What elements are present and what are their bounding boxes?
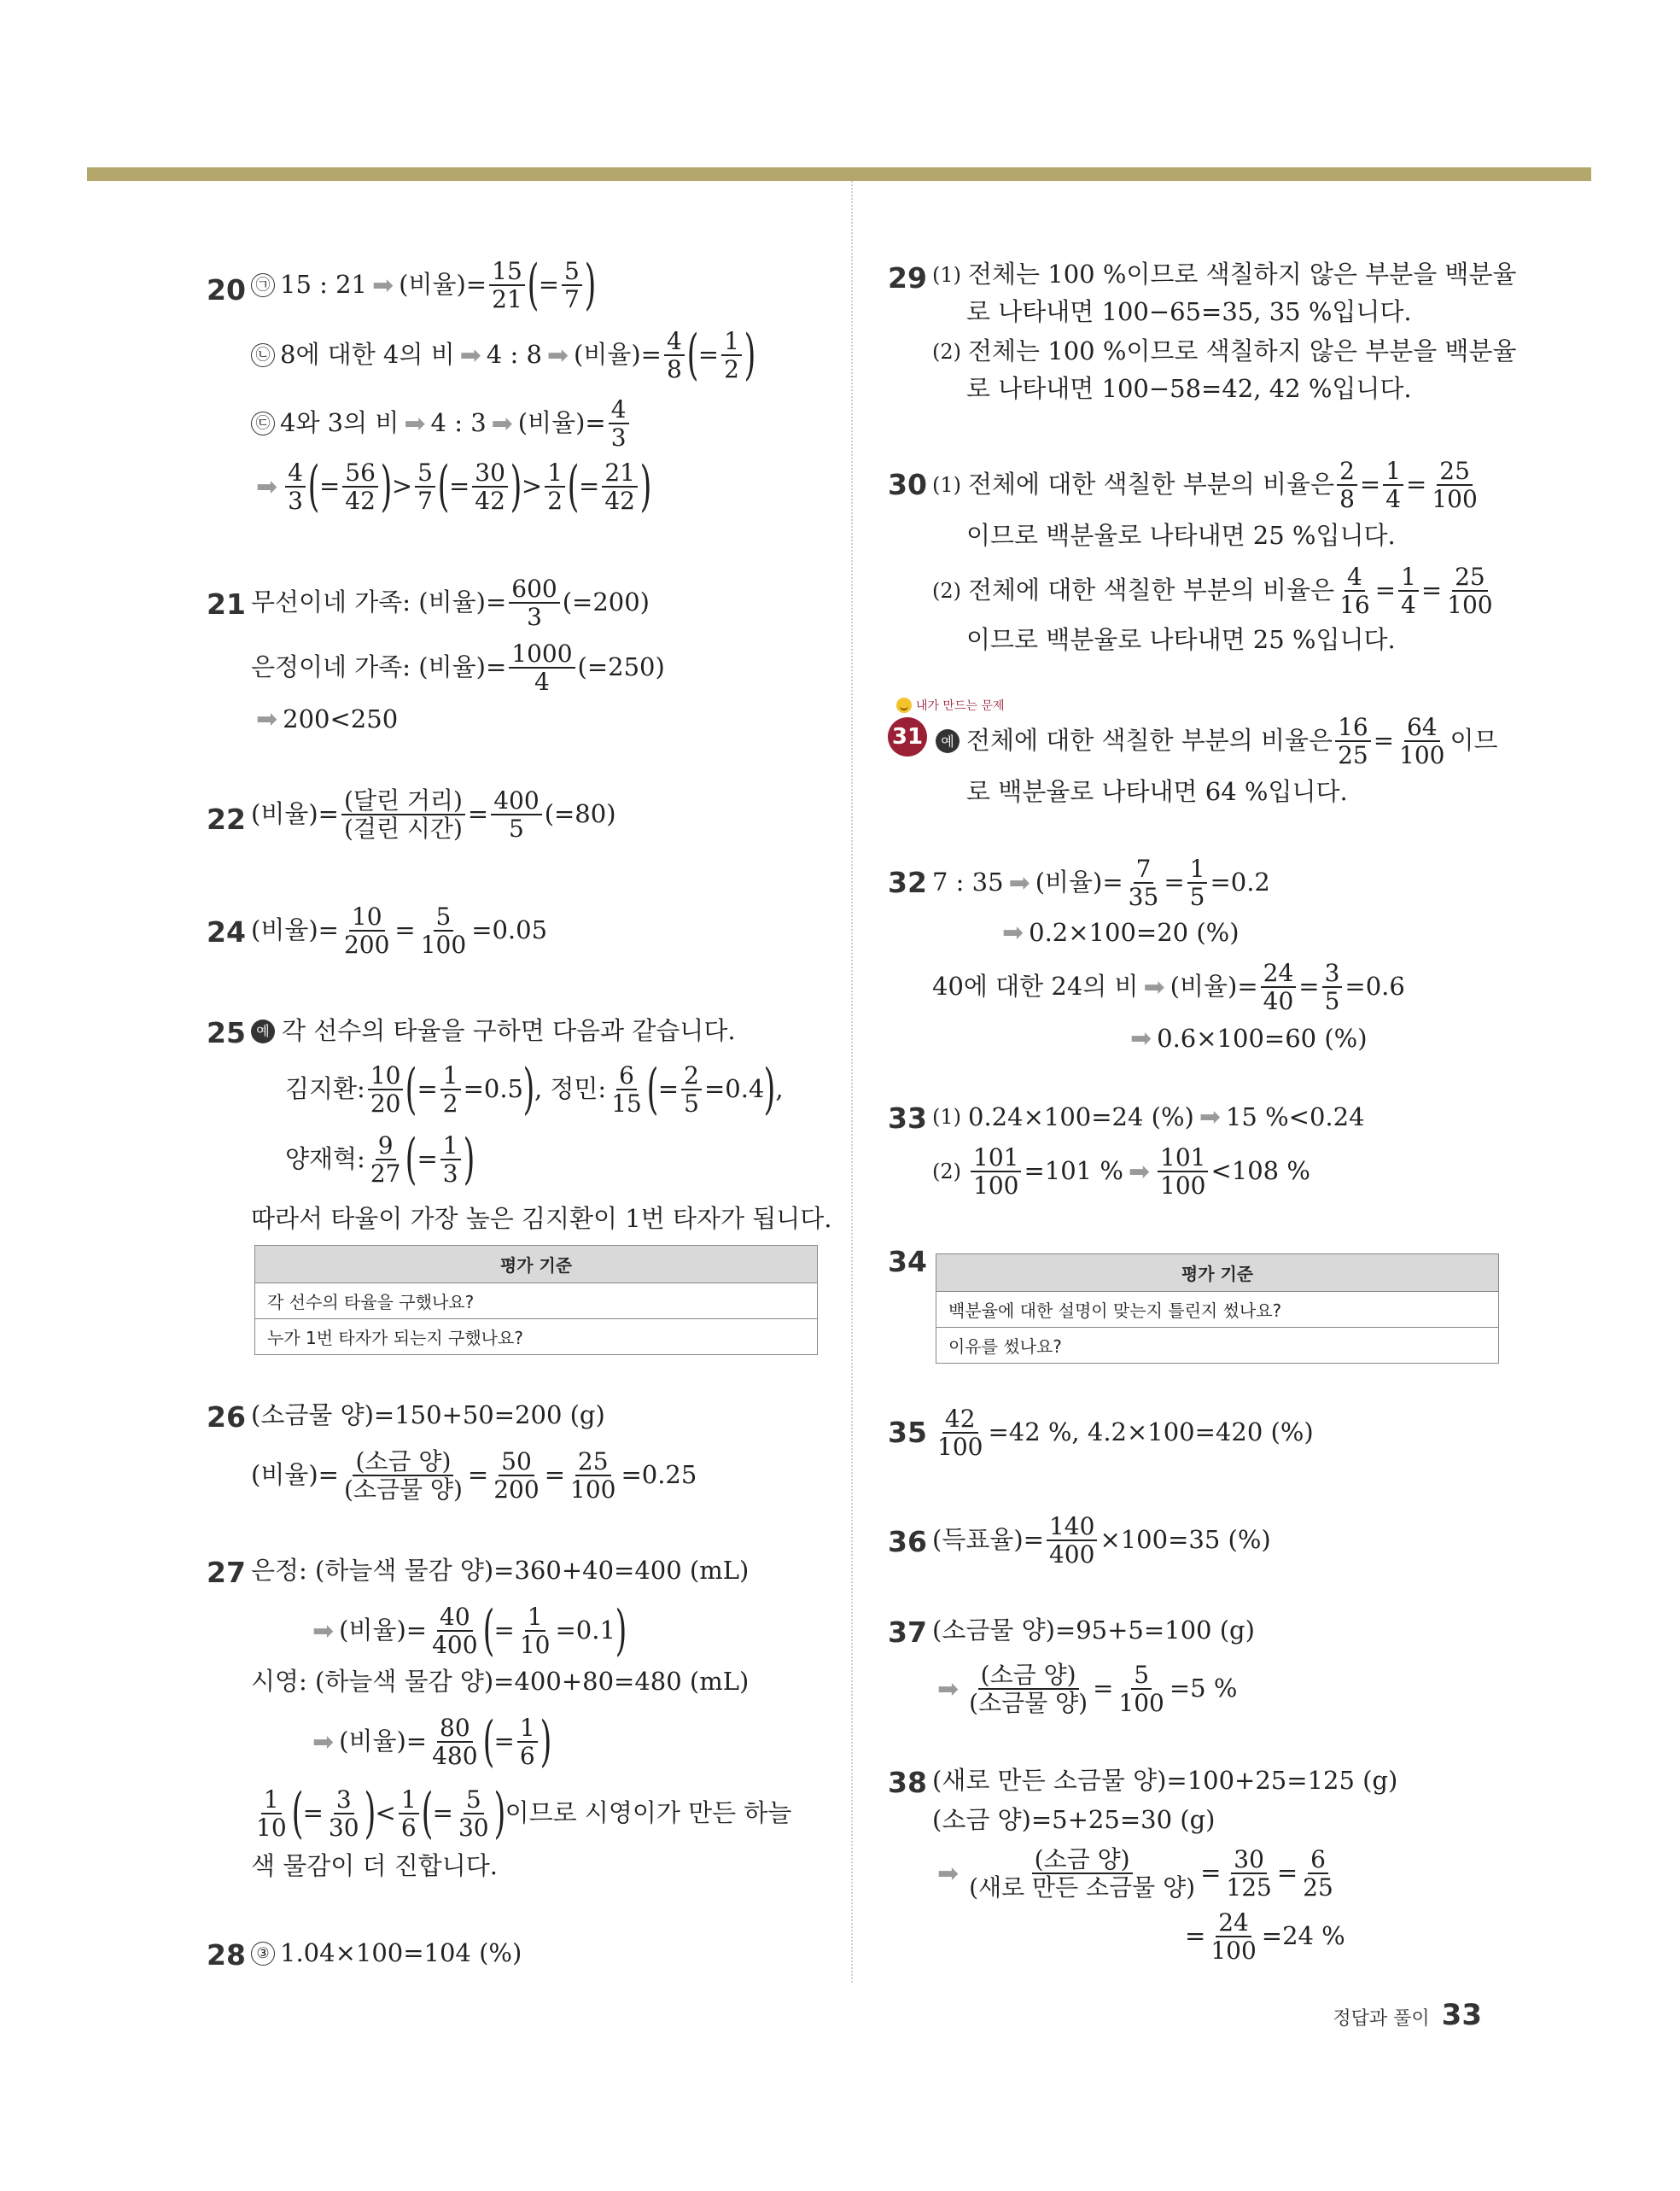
q30-line4: 이므로 백분율로 나타내면 25 %입니다. <box>966 625 1396 654</box>
fraction: $\frac{5}{7}$ <box>562 258 582 313</box>
q27-line1: 은정: (하늘색 물감 양)=360+40=400 (mL) <box>251 1556 750 1585</box>
fraction: $\frac{15}{21}$ <box>489 258 525 313</box>
q20-line1: ㉠ 15 : 21 ➡ (비율)= $\frac{15}{21}$ ( = $\frac{5}{7}$ ) <box>251 258 596 313</box>
page-footer <box>1333 1998 1482 2032</box>
q32-line2: ➡ 0.2×100=20 (%) <box>1002 917 1240 948</box>
q38-line2: (소금 양)=5+25=30 (g) <box>932 1805 1216 1834</box>
problem-number: 24 <box>207 915 246 949</box>
circled-letter: ㉢ <box>251 412 275 435</box>
q21-line3: ➡ 200<250 <box>256 704 399 734</box>
problem-number: 20 <box>207 273 246 307</box>
problem-number: 27 <box>207 1556 246 1589</box>
q31-line1: 예 전체에 대한 색칠한 부분의 비율은 $\frac{16}{25}$ = $\frac{64}{100}$ 이므 <box>936 714 1498 769</box>
q27-line3: 시영: (하늘색 물감 양)=400+80=480 (mL) <box>251 1667 750 1696</box>
q25-line1: 예 각 선수의 타율을 구하면 다음과 같습니다. <box>251 1018 736 1045</box>
arrow-icon: ➡ <box>256 471 278 502</box>
q29-line2: 로 나타내면 100−65=35, 35 %입니다. <box>966 297 1412 326</box>
arrow-icon: ➡ <box>312 1727 335 1757</box>
arrow-icon: ➡ <box>1130 1024 1152 1054</box>
arrow-icon: ➡ <box>937 1674 960 1704</box>
q32-line3: 40에 대한 24의 비 ➡ (비율)= $\frac{24}{40}$ = $\frac{3}{5}$ =0.6 <box>932 959 1405 1016</box>
arrow-icon: ➡ <box>1128 1156 1151 1187</box>
arrow-icon: ➡ <box>1002 918 1024 948</box>
arrow-icon: ➡ <box>404 408 426 439</box>
example-mark: 예 <box>936 729 960 753</box>
q27-line6: 색 물감이 더 진합니다. <box>251 1851 498 1880</box>
problem-number: 37 <box>888 1615 927 1649</box>
q30-line3: (2) 전체에 대한 색칠한 부분의 비율은 $\frac{4}{16}$ = $\frac{1}{4}$ = $\frac{25}{100}$ <box>932 563 1493 620</box>
criteria-row: 각 선수의 타율을 구했나요? <box>255 1283 818 1319</box>
q31-line2: 로 백분율로 나타내면 64 %입니다. <box>966 777 1348 806</box>
circled-letter: ㉠ <box>251 273 275 297</box>
q25-line3: 양재혁: $\frac{9}{27}$ ( = $\frac{1}{3}$ ) <box>285 1127 475 1191</box>
q26-line2: (비율)= $\frac{\text{(소금 양)}}{\text{(소금물 양)}}$ = $\frac{50}{200}$ = $\frac{25}{100}$ =0.25 <box>251 1447 697 1504</box>
q36-line1: (득표율)= $\frac{140}{400}$ ×100=35 (%) <box>932 1512 1271 1569</box>
q38-line1: (새로 만든 소금물 양)=100+25=125 (g) <box>932 1766 1398 1795</box>
fraction: $\frac{1}{2}$ <box>721 328 742 383</box>
problem-number: 28 <box>207 1938 246 1972</box>
top-accent-bar <box>87 167 1591 181</box>
criteria-row: 백분율에 대한 설명이 맞는지 틀린지 썼나요? <box>936 1292 1499 1328</box>
example-mark: 예 <box>251 1020 275 1043</box>
problem-number: 22 <box>207 803 246 836</box>
circled-letter: ㉡ <box>251 343 275 367</box>
fraction: $\frac{4}{8}$ <box>664 328 685 383</box>
paren: ( <box>527 253 540 317</box>
arrow-icon: ➡ <box>1143 972 1165 1002</box>
arrow-icon: ➡ <box>312 1615 335 1646</box>
q32-line4: ➡ 0.6×100=60 (%) <box>1130 1023 1368 1054</box>
q27-line4: ➡ (비율)= $\frac{80}{480}$ ( = $\frac{1}{6}$ ) <box>312 1709 552 1773</box>
q21-line1: 무선이네 가족: (비율)= $\frac{600}{3}$ (=200) <box>251 575 650 632</box>
arrow-icon: ➡ <box>937 1858 960 1889</box>
problem-number: 36 <box>888 1525 927 1558</box>
criteria-header: 평가 기준 <box>936 1254 1499 1292</box>
q20-line2: ㉡ 8에 대한 4의 비 ➡ 4 : 8 ➡ (비율)= $\frac{4}{8}$ ( = $\frac{1}{2}$ ) <box>251 328 755 383</box>
criteria-header: 평가 기준 <box>255 1246 818 1283</box>
problem-number: 35 <box>888 1416 927 1449</box>
problem-number: 26 <box>207 1400 246 1434</box>
problem-number: 33 <box>888 1101 927 1135</box>
q38-line4: = $\frac{24}{100}$ =24 % <box>1185 1908 1345 1966</box>
q32-line1: 7 : 35 ➡ (비율)= $\frac{7}{35}$ = $\frac{1}{5}$ =0.2 <box>932 855 1270 912</box>
q28-line1: ③ 1.04×100=104 (%) <box>251 1940 522 1967</box>
arrow-icon: ➡ <box>256 704 278 734</box>
q33-line2: (2) $\frac{101}{100}$ =101 % ➡ $\frac{101}{100}$ <108 % <box>932 1143 1310 1201</box>
q21-line2: 은정이네 가족: (비율)= $\frac{1000}{4}$ (=250) <box>251 640 665 697</box>
criteria-row: 이유를 썼나요? <box>936 1328 1499 1364</box>
criteria-table <box>936 1253 1499 1364</box>
q38-line3: ➡ $\frac{\text{(소금 양)}}{\text{(새로 만든 소금물 양)}}$ = $\frac{30}{125}$ = $\frac{6}{25}$ <box>937 1845 1333 1902</box>
arrow-icon: ➡ <box>491 408 513 439</box>
ratio-label: (비율)= <box>399 270 487 300</box>
q27-line5: $\frac{1}{10}$ ( = $\frac{3}{30}$ ) < $\frac{1}{6}$ ( = $\frac{5}{30}$ ) 이므로 시영이가 만든 하늘 <box>256 1781 792 1845</box>
q29-line4: 로 나타내면 100−58=42, 42 %입니다. <box>966 374 1412 403</box>
problem-number: 34 <box>888 1245 927 1278</box>
q22-line1: (비율)= $\frac{\text{(달린 거리)}}{\text{(걸린 시간)}}$ = $\frac{400}{5}$ (=80) <box>251 786 616 844</box>
arrow-icon: ➡ <box>1008 868 1030 898</box>
problem-number: 32 <box>888 866 927 899</box>
q29-line1: (1) 전체는 100 %이므로 색칠하지 않은 부분을 백분율 <box>932 260 1517 289</box>
problem-number: 29 <box>888 261 927 295</box>
q37-line2: ➡ $\frac{\text{(소금 양)}}{\text{(소금물 양)}}$ = $\frac{5}{100}$ =5 % <box>937 1661 1238 1718</box>
q25-line4: 따라서 타율이 가장 높은 김지환이 1번 타자가 됩니다. <box>251 1204 832 1233</box>
criteria-row: 누가 1번 타자가 되는지 구했나요? <box>255 1319 818 1355</box>
q37-line1: (소금물 양)=95+5=100 (g) <box>932 1615 1255 1645</box>
ratio-text: 15 : 21 <box>280 270 368 300</box>
fraction: $\frac{4}{3}$ <box>609 396 629 452</box>
paren: ) <box>584 253 597 317</box>
smile-icon <box>896 698 912 713</box>
arrow-icon: ➡ <box>459 340 481 371</box>
criteria-table <box>254 1245 818 1355</box>
choice-mark: ③ <box>251 1942 275 1966</box>
q30-line1: (1) 전체에 대한 색칠한 부분의 비율은 $\frac{2}{8}$ = $\frac{1}{4}$ = $\frac{25}{100}$ <box>932 457 1478 514</box>
q26-line1: (소금물 양)=150+50=200 (g) <box>251 1400 605 1429</box>
q35-line1: $\frac{42}{100}$ =42 %, 4.2×100=420 (%) <box>937 1405 1314 1462</box>
problem-number: 38 <box>888 1766 927 1799</box>
arrow-icon: ➡ <box>372 270 394 301</box>
q27-line2: ➡ (비율)= $\frac{40}{400}$ ( = $\frac{1}{10}$ =0.1 ) <box>312 1598 627 1662</box>
problem-number: 30 <box>888 468 927 501</box>
q20-line4: ➡ $\frac{4}{3}$ ( = $\frac{56}{42}$ ) > $\frac{5}{7}$ ( = $\frac{30}{42}$ ) > $\frac{1}{2}$ ( = $\frac{21}{42}$ ) <box>256 454 652 518</box>
my-problem-tag: 내가 만드는 문제 <box>896 697 1005 714</box>
page-number: 33 <box>1441 1998 1482 2032</box>
arrow-icon: ➡ <box>1199 1102 1221 1132</box>
q29-line3: (2) 전체는 100 %이므로 색칠하지 않은 부분을 백분율 <box>932 336 1517 365</box>
q25-line2: 김지환: $\frac{10}{20}$ ( = $\frac{1}{2}$ =0.5 ) , 정민: $\frac{6}{15}$ ( = $\frac{2}{5}$ =0.4 ) , <box>285 1057 784 1121</box>
problem-number: 21 <box>207 587 246 621</box>
arrow-icon: ➡ <box>546 340 569 371</box>
q30-line2: 이므로 백분율로 나타내면 25 %입니다. <box>966 521 1396 550</box>
footer-label: 정답과 풀이 <box>1333 2008 1430 2030</box>
q33-line1: (1) 0.24×100=24 (%) ➡ 15 %<0.24 <box>932 1101 1365 1132</box>
problem-number-badge: 31 <box>888 717 927 757</box>
problem-number: 25 <box>207 1016 246 1049</box>
q20-line3: ㉢ 4와 3의 비 ➡ 4 : 3 ➡ (비율)= $\frac{4}{3}$ <box>251 396 632 452</box>
column-divider <box>851 181 853 1983</box>
q24-line1: (비율)= $\frac{10}{200}$ = $\frac{5}{100}$ =0.05 <box>251 903 548 960</box>
